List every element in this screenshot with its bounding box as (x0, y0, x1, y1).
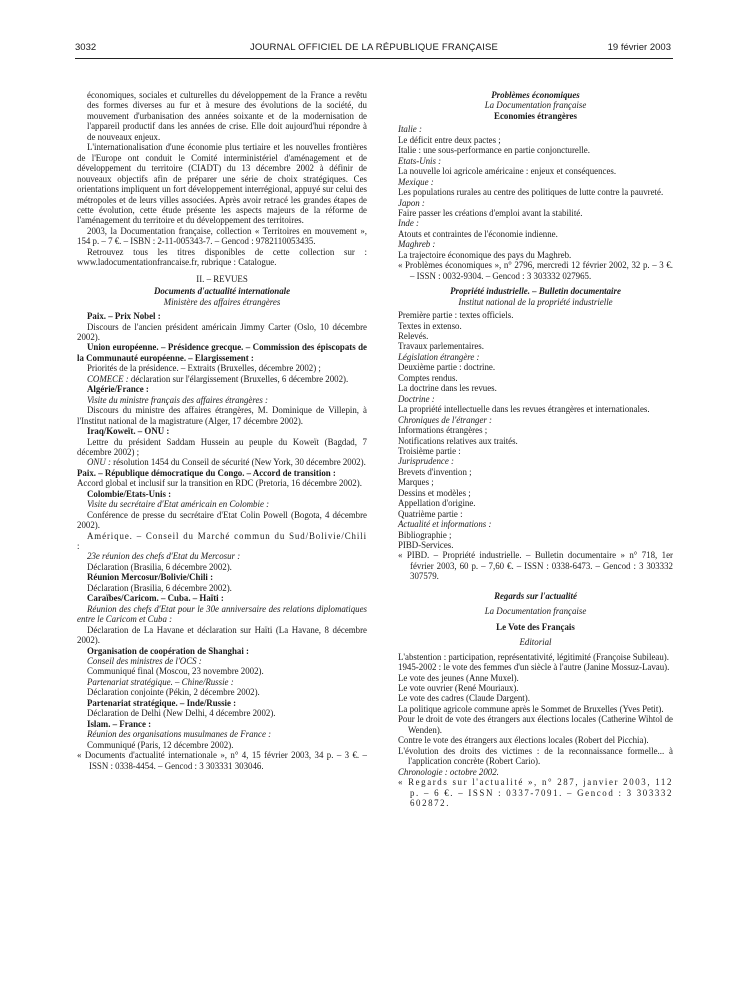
contents-list (398, 652, 673, 777)
entry-subheading: Réunion des organisations musulmanes de France : (87, 729, 272, 740)
entry-heading: Islam. – France : (87, 718, 152, 729)
entry-heading: Paix. – Prix Nobel : (87, 311, 161, 322)
entry-text: Communiqué (Paris, 12 décembre 2002). (87, 739, 234, 750)
review-heading: Economies étrangères (494, 110, 577, 121)
entry-text: Accord global et inclusif sur la transition en RDC (Pretoria, 16 décembre 2002). (77, 478, 362, 489)
list-item: Italie : (398, 124, 422, 135)
list-item: Notifications relatives aux traités. (398, 435, 518, 446)
entry-heading: Algérie/France : (87, 384, 149, 395)
review-publisher: La Documentation française (484, 100, 587, 111)
list-item: L'évolution des droits des victimes : de la reconnaissance formelle... à l'application concrète (Robert Cario). (398, 745, 673, 767)
page-header (0, 42, 748, 58)
entry-subheading: Visite du secrétaire d'Etat américain en Colombie : (87, 499, 270, 510)
entry-text: Déclaration de La Havane et déclaration sur Haïti (La Havane, 8 décembre 2002). (77, 624, 367, 646)
list-item: Faire passer les créations d'emploi avant la stabilité. (398, 207, 583, 218)
entry-text: COMECE : déclaration sur l'élargissement (Bruxelles, 6 décembre 2002). (87, 373, 349, 384)
list-item: 1945-2002 : le vote des femmes d'un siècle à l'autre (Janine Mossuz-Lavau). (398, 662, 670, 673)
section-title: II. – REVUES (196, 273, 248, 284)
list-item: Relevés. (398, 330, 429, 341)
entry-subheading: Visite du ministre français des affaires étrangères : (87, 394, 269, 405)
list-item: Le vote des cadres (Claude Dargent). (398, 693, 530, 704)
entry-text: Discours du ministre des affaires étrangères, M. Dominique de Villepin, à l'Institut national de la magistrature (Alger, 17 décembre 2002). (77, 405, 367, 426)
page-number: 3032 (75, 42, 97, 53)
review-publisher: Ministère des affaires étrangères (163, 296, 281, 307)
list-item: La nouvelle loi agricole américaine : enjeux et conséquences. (398, 166, 617, 177)
list-item: Inde : (398, 218, 419, 229)
entry-heading: Partenariat stratégique. – Inde/Russie : (87, 697, 237, 708)
entry-text: Discours de l'ancien président américain Jimmy Carter (Oslo, 10 décembre 2002). (77, 321, 367, 342)
review-title: Regards sur l'actualité (494, 590, 577, 601)
entry-subheading: 23e réunion des chefs d'Etat du Mercosur : (87, 551, 241, 562)
list-item: Quatrième partie : (398, 508, 463, 519)
list-item: La propriété intellectuelle dans les revues étrangères et internationales. (398, 404, 650, 415)
list-item: Pour le droit de vote des étrangers aux élections locales (Catherine Wihtol de Wenden). (398, 714, 673, 735)
review-heading: Le Vote des Français (496, 621, 575, 632)
list-item: Marques ; (398, 477, 434, 488)
entry-heading: Union européenne. – Présidence grecque. – Commission des épiscopats de la Communauté européenne. – Elargissement : (77, 342, 367, 363)
list-item: Comptes rendus. (398, 372, 458, 383)
list-item: La doctrine dans les revues. (398, 383, 497, 394)
list-item: Chroniques de l'étranger : (398, 414, 493, 425)
publication-reference: « Regards sur l'actualité », n° 287, janvier 2003, 112 p. – 6 €. – ISSN : 0337-7091. – Gencod : 3 303332 602872. (398, 777, 673, 808)
journal-title: JOURNAL OFFICIEL DE LA RÉPUBLIQUE FRANÇAISE (249, 42, 499, 53)
review-title: Propriété industrielle. – Bulletin documentaire (450, 286, 621, 297)
entry-text: ONU : résolution 1454 du Conseil de sécurité (New York, 30 décembre 2002). (87, 457, 366, 468)
intro-paragraph: économiques, sociales et culturelles du développement de la France a revêtu des formes diverses au fur et à mesure des évolutions de la société, du mouvement d'urbanisation des années soixante et de la modernisation de l'appareil productif dans les années de crise. Elle doit aujourd'hui répondre à de nouveaux enjeux. (87, 90, 367, 142)
list-item: La politique agricole commune après le Sommet de Bruxelles (Yves Petit). (398, 703, 664, 714)
entry-subheading: Réunion des chefs d'Etat pour le 30e anniversaire des relations diplomatiques entre le Caricom et Cuba : (77, 603, 367, 625)
entry-subheading: Partenariat stratégique. – Chine/Russie : (87, 676, 234, 687)
list-item: Maghreb : (398, 239, 436, 250)
list-item: Chronologie : octobre 2002. (398, 766, 499, 777)
list-item: Dessins et modèles ; (398, 487, 471, 498)
entry-heading: Réunion Mercosur/Bolivie/Chili : (87, 572, 214, 583)
list-item: Italie : une sous-performance en partie conjoncturelle. (398, 145, 590, 156)
entry-text: Déclaration (Brasilia, 6 décembre 2002). (87, 582, 232, 593)
list-item: PIBD-Services. (398, 540, 454, 551)
list-item: Etats-Unis : (398, 155, 442, 166)
entry-heading: Iraq/Koweït. – ONU : (87, 426, 170, 437)
entry-heading: Caraïbes/Caricom. – Cuba. – Haïti : (87, 593, 224, 604)
entry-text: Conférence de presse du secrétaire d'Etat Colin Powell (Bogota, 4 décembre 2002). (77, 509, 367, 531)
list-item: Appellation d'origine. (398, 498, 476, 509)
list-item: Le déficit entre deux pactes ; (398, 134, 501, 145)
entry-heading: Organisation de coopération de Shanghai : (87, 645, 249, 656)
list-item: Le vote ouvrier (René Mouriaux). (398, 683, 519, 694)
publication-reference: « Documents d'actualité internationale », n° 4, 15 février 2003, 34 p. – 3 €. – ISSN : 0338-4454. – Gencod : 3 303331 303046. (77, 750, 367, 771)
list-item: Japon : (398, 197, 425, 208)
entry-text: Déclaration (Brasilia, 6 décembre 2002). (87, 561, 232, 572)
publication-reference: 2003, la Documentation française, collection « Territoires en mouvement », 154 p. – 7 €. – ISBN : 2-11-005343-7. – Gencod : 9782110053435. (77, 225, 367, 247)
review-subheading: Editorial (519, 637, 552, 648)
entry-text: Priorités de la présidence. – Extraits (Bruxelles, décembre 2002) ; (87, 363, 321, 374)
list-item: La trajectoire économique des pays du Maghreb. (398, 249, 572, 260)
list-item: Première partie : textes officiels. (398, 310, 514, 321)
list-item: Le vote des jeunes (Anne Muxel). (398, 672, 519, 683)
list-item: Contre le vote des étrangers aux élections locales (Robert del Picchia). (398, 735, 649, 746)
entry-text: Déclaration de Delhi (New Delhi, 4 décembre 2002). (87, 708, 276, 719)
list-item: Troisième partie : (398, 445, 461, 456)
catalogue-note: Retrouvez tous les titres disponibles de cette collection sur : www.ladocumentationfrancaise.fr, rubrique : Catalogue. (77, 246, 367, 268)
list-item: Travaux parlementaires. (398, 341, 484, 352)
publication-reference: « PIBD. – Propriété industrielle. – Bulletin documentaire » n° 718, 1er février 2003, 60 p. – 7,60 €. – ISSN : 0338-6473. – Gencod : 3 303332 307579. (398, 550, 673, 582)
review-publisher: Institut national de la propriété industrielle (458, 296, 613, 307)
list-item: Doctrine : (398, 393, 435, 404)
right-column (398, 90, 673, 808)
review-publisher: La Documentation française (484, 606, 587, 617)
header-rule (75, 58, 673, 59)
list-item: Textes in extenso. (398, 320, 462, 331)
list-item: Deuxième partie : doctrine. (398, 362, 496, 373)
list-item: Jurisprudence : (398, 456, 454, 467)
intro-paragraph: L'internationalisation d'une économie plus tertiaire et les nouvelles frontières de l'Europe ont conduit le Comité interministériel d'aménagement et de développement du territoire (CIADT) du 13 décembre 2002 à définir de nouveaux objectifs afin de préparer une série de choix stratégiques. Ces orientations impliquent un fort développement interrégional, appuyé sur celui des métropoles et de leurs villes associées. Après avoir retracé les grandes étapes de cette évolution, cette étude présente les aspects majeurs de la réforme de l'aménagement du territoire et du développement des territoires. (77, 142, 367, 226)
issue-date: 19 février 2003 (607, 42, 671, 53)
entry-text: Lettre du président Saddam Hussein au peuple du Koweït (Bagdad, 7 décembre 2002) ; (77, 436, 367, 457)
list-item: Brevets d'invention ; (398, 466, 472, 477)
review-title: Problèmes économiques (491, 90, 580, 100)
list-item: Législation étrangère : (398, 351, 480, 362)
review-title: Documents d'actualité internationale (153, 286, 291, 297)
entry-text: Amérique. – Conseil du Marché commun du Sud/Bolivie/Chili : (77, 530, 367, 552)
publication-reference: « Problèmes économiques », n° 2796, mercredi 12 février 2002, 32 p. – 3 €. – ISSN : 0032-9304. – Gencod : 3 303332 027965. (398, 260, 673, 281)
list-item: Bibliographie ; (398, 529, 452, 540)
entry-subheading: Conseil des ministres de l'OCS : (87, 656, 202, 667)
contents-list (398, 310, 673, 550)
left-column (77, 90, 367, 771)
list-item: Mexique : (398, 176, 434, 187)
entry-text: Communiqué final (Moscou, 23 novembre 2002). (87, 666, 264, 677)
contents-list (398, 124, 673, 260)
list-item: Les populations rurales au centre des politiques de lutte contre la pauvreté. (398, 187, 664, 198)
list-item: Informations étrangères ; (398, 425, 488, 436)
entry-heading: Paix. – République démocratique du Congo. – Accord de transition : (77, 467, 336, 478)
list-item: L'abstention : participation, représentativité, légitimité (Françoise Subileau). (398, 651, 669, 662)
list-item: Atouts et contraintes de l'économie indienne. (398, 228, 558, 239)
entry-text: Déclaration conjointe (Pékin, 2 décembre 2002). (87, 687, 260, 698)
entry-heading: Colombie/Etats-Unis : (87, 488, 172, 499)
list-item: Actualité et informations : (398, 519, 492, 530)
